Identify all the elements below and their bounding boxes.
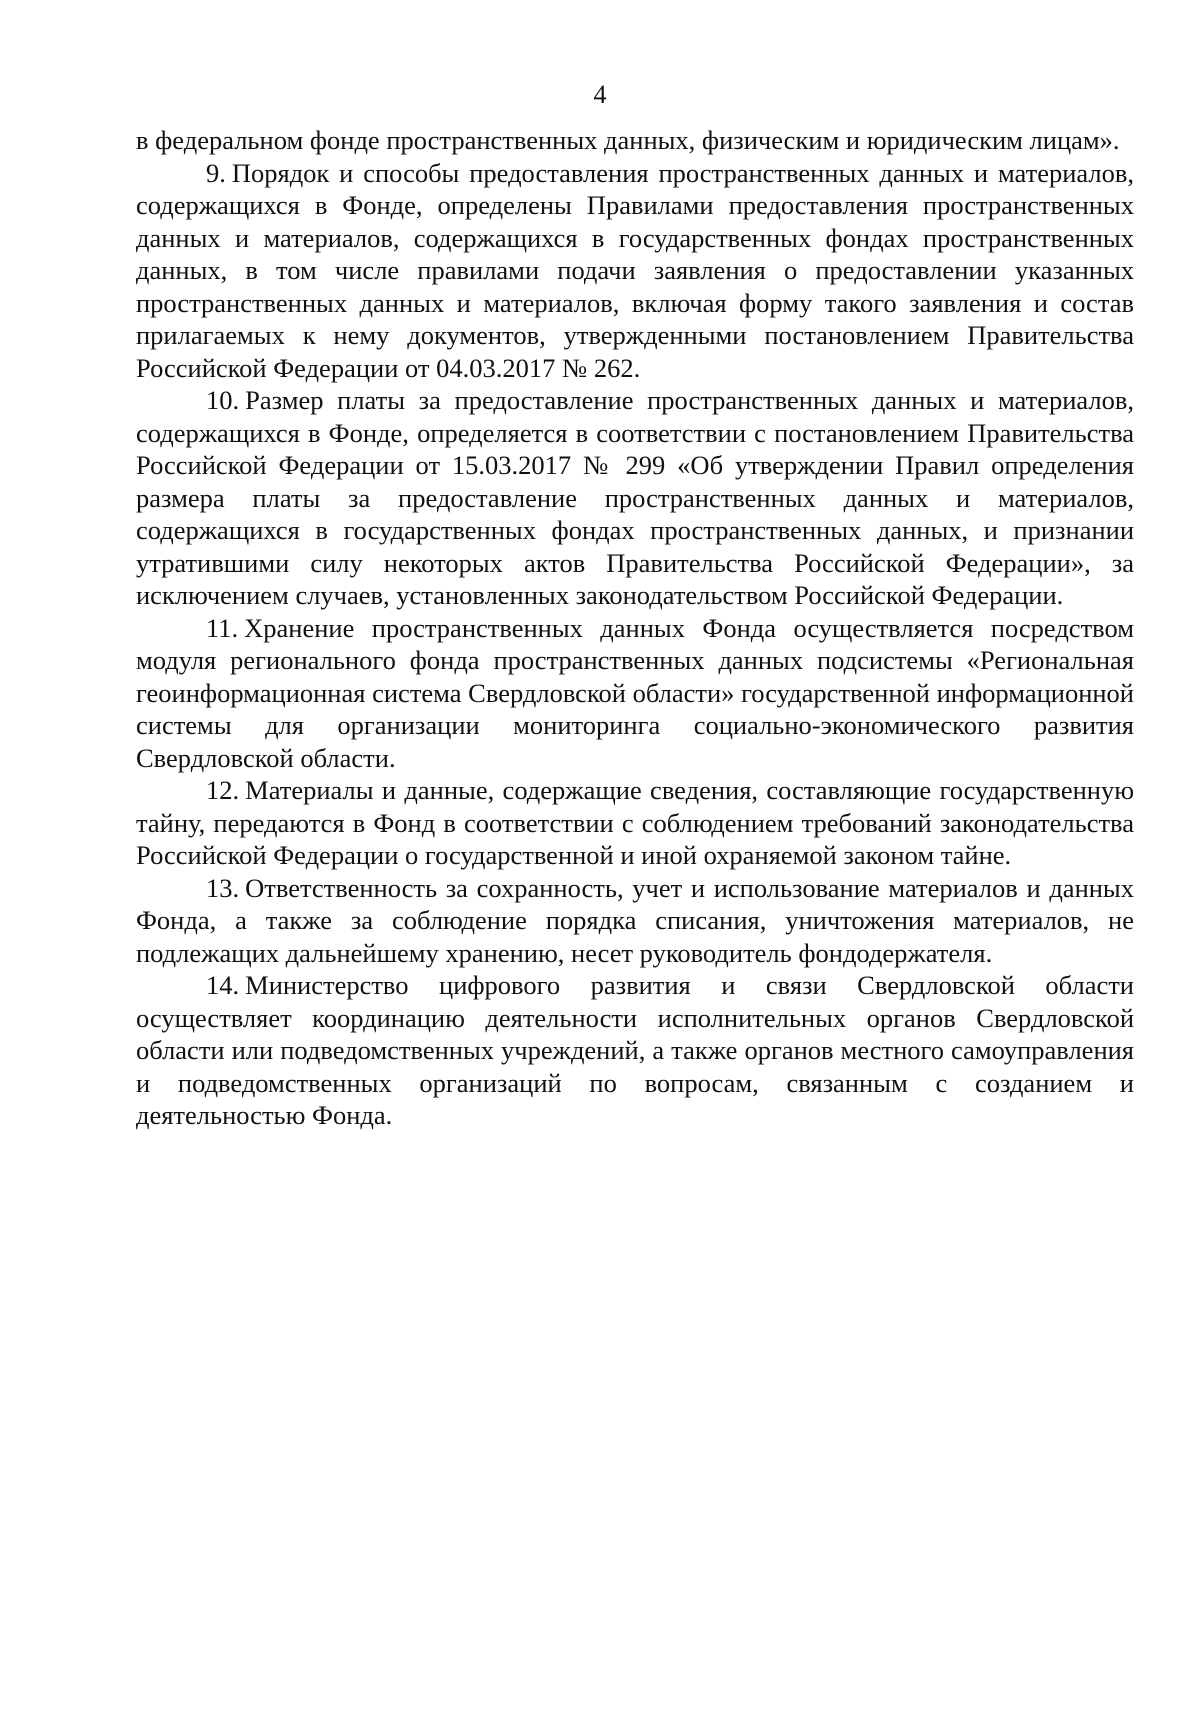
- paragraph-continuation: [136, 124, 1134, 157]
- paragraph-10: [136, 384, 1134, 612]
- paragraph-number: 10.: [206, 385, 240, 415]
- paragraph-9: [136, 157, 1134, 385]
- page-number: 4: [593, 80, 607, 109]
- paragraph-12: [136, 774, 1134, 872]
- document-body: [136, 124, 1134, 1132]
- paragraph-text: Ответственность за сохранность, учет и использование материалов и данных Фонда, а также за соблюдение порядка списания, уничтожения материалов, не подлежащих дальнейшему хранению, несет руководитель фондодержателя.: [136, 872, 1134, 968]
- paragraph-14: [136, 969, 1134, 1132]
- paragraph-number: 13.: [206, 872, 240, 903]
- paragraph-number: 11.: [206, 612, 239, 643]
- paragraph-text: Размер платы за предоставление пространственных данных и материалов, содержащихся в Фонде, определяется в соответствии с постановлением Правительства Российской Федерации от 15.03.2017 № 299 «Об утверждении Правил определения размера платы за предоставление пространственных данных и материалов, содержащихся в государственных фондах пространственных данных, и признании утратившими силу некоторых актов Правительства Российской Федерации», за исключением случаев, установленных законодательством Российской Федерации.: [136, 385, 1134, 610]
- paragraph-number: 9.: [206, 157, 226, 188]
- paragraph-text: Материалы и данные, содержащие сведения, составляющие государственную тайну, передаются в Фонд в соответствии с соблюдением требований законодательства Российской Федерации о государственной и иной охраняемой законом тайне.: [136, 775, 1134, 870]
- paragraph-number: 12.: [206, 775, 240, 805]
- paragraph-text: Порядок и способы предоставления пространственных данных и материалов, содержащихся в Фонде, определены Правилами предоставления пространственных данных и материалов, содержащихся в государственных фондах пространственных данных, в том числе правилами подачи заявления о предоставлении указанных пространственных данных и материалов, включая форму такого заявления и состав прилагаемых к нему документов, утвержденными постановлением Правительства Российской Федерации от 04.03.2017 № 262.: [136, 157, 1134, 383]
- paragraph-text: Хранение пространственных данных Фонда осуществляется посредством модуля регионального фонда пространственных данных подсистемы «Региональная геоинформационная система Свердловской области» государственной информационной системы для организации мониторинга социально-экономического развития Свердловской области.: [136, 612, 1134, 773]
- paragraph-11: [136, 612, 1134, 775]
- paragraph-text: Министерство цифрового развития и связи Свердловской области осуществляет координацию деятельности исполнительных органов Свердловской области или подведомственных учреждений, а также органов местного самоуправления и подведомственных организаций по вопросам, связанным с созданием и деятельностью Фонда.: [136, 970, 1134, 1130]
- paragraph-number: 14.: [206, 970, 240, 1000]
- paragraph-13: [136, 872, 1134, 970]
- paragraph-text: в федеральном фонде пространственных данных, физическим и юридическим лицам».: [136, 125, 1120, 155]
